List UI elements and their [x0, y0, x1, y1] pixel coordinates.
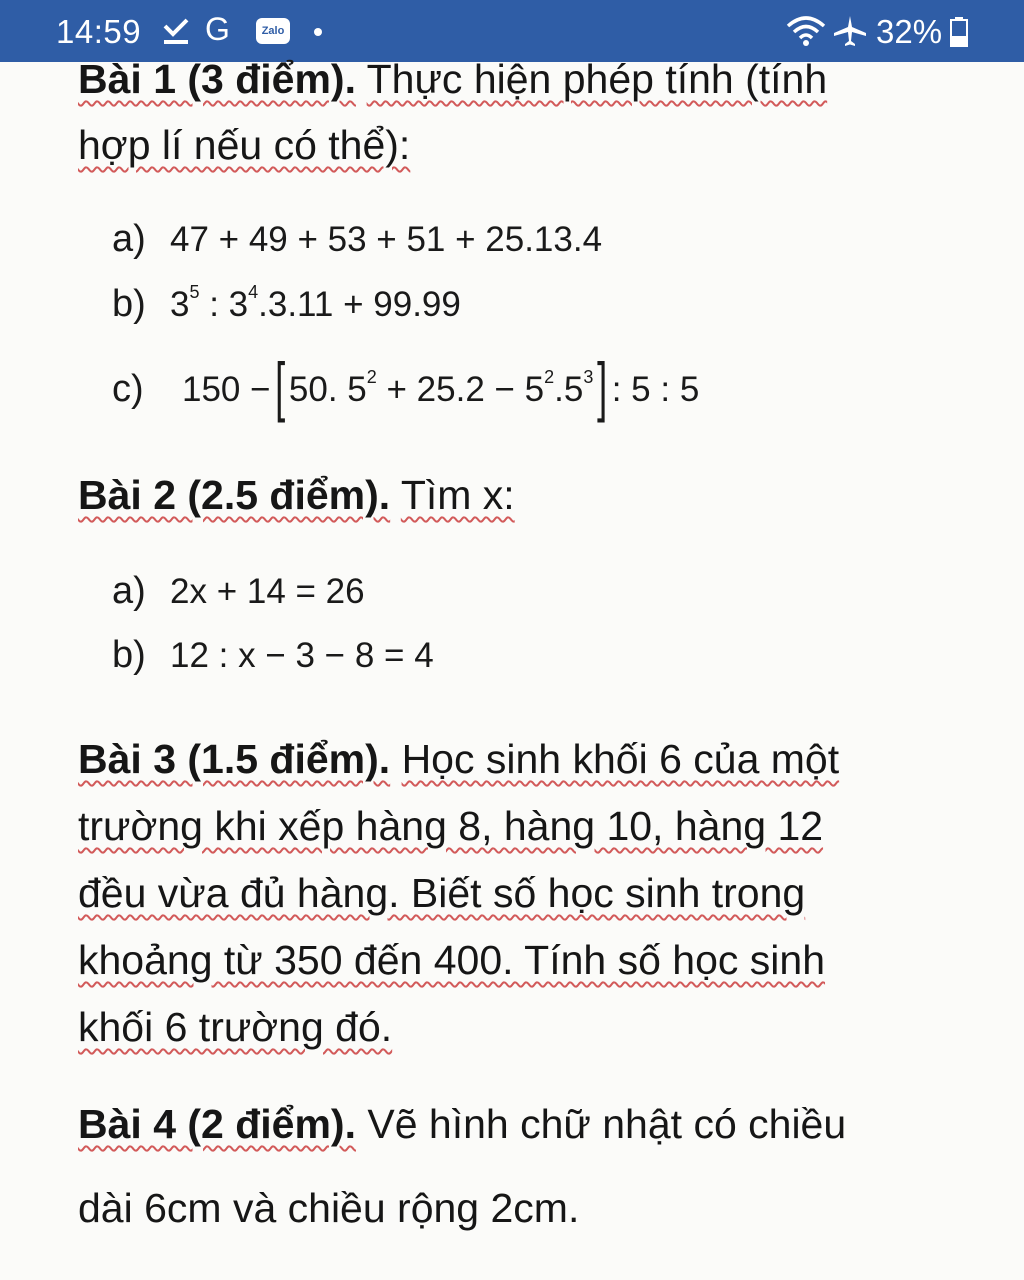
bai4-line2: dài 6cm và chiều rộng 2cm.	[78, 1185, 580, 1231]
zalo-icon: Zalo	[256, 18, 290, 44]
bai4-line1: Vẽ hình chữ nhật có chiều	[367, 1101, 847, 1147]
item-label: a)	[112, 570, 146, 612]
bai3-line2: trường khi xếp hàng 8, hàng 10, hàng 12	[78, 803, 824, 849]
item-label: b)	[112, 283, 146, 325]
bai4-heading: Bài 4 (2 điểm).	[78, 1101, 356, 1147]
bai3-line3: đều vừa đủ hàng. Biết số học sinh trong	[78, 870, 806, 916]
bai2-item-a	[112, 570, 365, 613]
bai1-text-line2: hợp lí nếu có thể):	[78, 122, 411, 168]
bai3-line4: khoảng từ 350 đến 400. Tính số học sinh	[78, 937, 826, 983]
bai3-line1: Học sinh khối 6 của một	[401, 736, 840, 782]
bai2-paragraph	[78, 462, 958, 528]
bai2-heading: Bài 2 (2.5 điểm).	[78, 472, 391, 518]
google-icon: G	[205, 11, 230, 47]
math-expression: 12 : x − 3 − 8 = 4	[170, 636, 434, 675]
battery-percent: 32%	[876, 13, 943, 50]
math-expression: 47 + 49 + 53 + 51 + 25.13.4	[170, 220, 603, 259]
bai1-heading: Bài 1 (3 điểm).	[78, 56, 356, 102]
math-expression: $3^5$ : $3^4.3.11 + 99.99$	[170, 282, 461, 324]
math-expression: 2x + 14 = 26	[170, 572, 365, 611]
bai3-paragraph	[78, 726, 958, 1061]
status-time: 14:59	[56, 13, 142, 50]
bai4-paragraph	[78, 1082, 958, 1250]
bai2-item-b	[112, 634, 434, 677]
bai1-item-c	[112, 348, 699, 424]
math-expression: 150 −[ 50. $5^2 + 25.2 - 5^2.5^3$] : 5 : 5	[182, 349, 700, 423]
bai1-item-a	[112, 218, 602, 261]
bai1-paragraph	[78, 46, 958, 178]
bai3-line5: khối 6 trường đó.	[78, 1004, 393, 1050]
item-label: b)	[112, 634, 146, 676]
bai1-item-b	[112, 282, 461, 326]
bai3-heading: Bài 3 (1.5 điểm).	[78, 736, 391, 782]
item-label: c)	[112, 368, 144, 410]
item-label: a)	[112, 218, 146, 260]
bai2-text: Tìm x:	[400, 472, 515, 518]
bai1-text-line1: Thực hiện phép tính (tính	[366, 56, 828, 102]
